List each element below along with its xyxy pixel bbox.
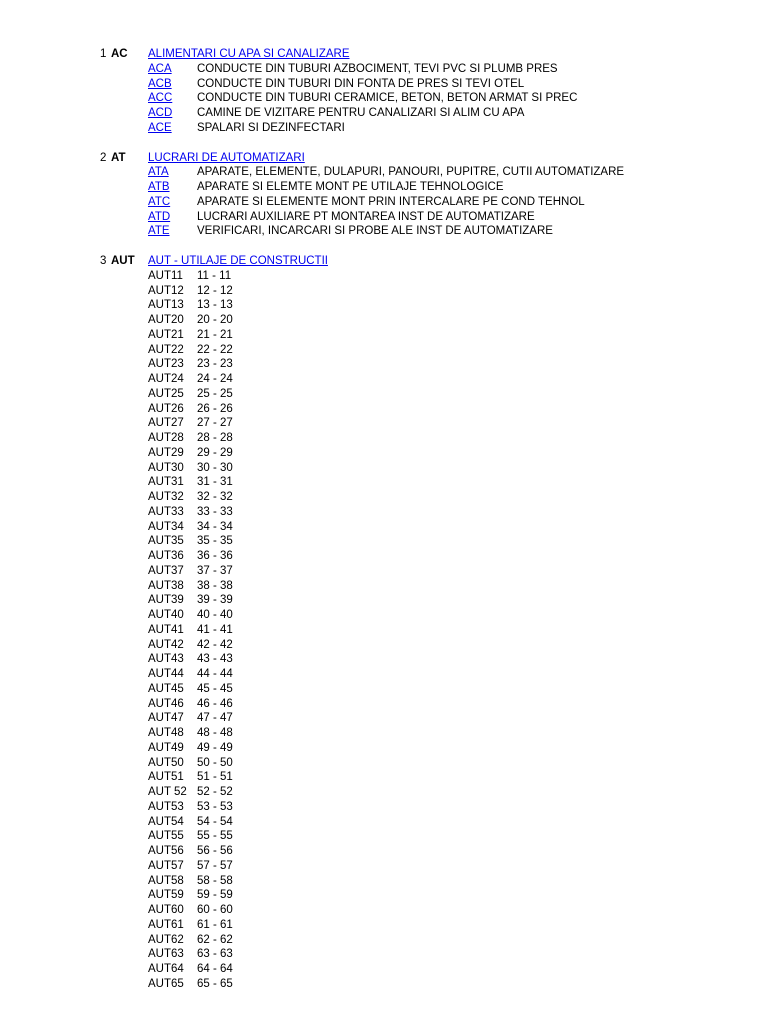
item-code: AUT40 xyxy=(148,609,184,621)
item-code: AUT25 xyxy=(148,387,184,400)
list-item xyxy=(0,859,768,874)
item-code-link[interactable]: ATB xyxy=(148,181,170,193)
item-description: 33 - 33 xyxy=(197,505,233,518)
item-description: 11 - 11 xyxy=(197,269,232,282)
item-code: AUT46 xyxy=(148,697,184,710)
item-code-link[interactable]: ACA xyxy=(148,62,172,75)
item-description: 53 - 53 xyxy=(197,800,233,813)
item-description: 26 - 26 xyxy=(197,402,233,415)
item-code: AUT12 xyxy=(148,284,184,297)
item-description: 62 - 62 xyxy=(197,933,233,946)
list-item xyxy=(0,313,768,328)
list-item xyxy=(0,741,768,756)
item-code: AUT30 xyxy=(148,461,184,474)
list-item xyxy=(0,623,768,638)
item-description: 58 - 58 xyxy=(197,874,233,887)
list-item xyxy=(0,62,768,77)
item-description: 38 - 38 xyxy=(197,579,233,592)
item-description: CONDUCTE DIN TUBURI AZBOCIMENT, TEVI PVC SI PLUMB PRES xyxy=(197,62,558,75)
item-description: APARATE SI ELEMENTE MONT PRIN INTERCALARE PE COND TEHNOL xyxy=(197,195,585,208)
item-description: CONDUCTE DIN TUBURI DIN FONTA DE PRES SI TEVI OTEL xyxy=(197,77,525,90)
item-description: 60 - 60 xyxy=(197,904,233,916)
item-code-link[interactable]: ACE xyxy=(148,121,172,134)
item-code: AUT11 xyxy=(148,269,183,282)
item-description: 37 - 37 xyxy=(197,564,233,577)
list-item xyxy=(0,608,768,623)
item-description: 22 - 22 xyxy=(197,343,233,356)
item-code: AUT35 xyxy=(148,535,184,548)
item-code-link[interactable]: ACD xyxy=(148,107,173,119)
list-item xyxy=(0,726,768,741)
item-code: AUT32 xyxy=(148,491,184,503)
item-description: 49 - 49 xyxy=(197,741,233,754)
section-aut xyxy=(0,254,768,992)
list-item xyxy=(0,284,768,299)
item-description: 47 - 47 xyxy=(197,712,233,725)
item-description: 51 - 51 xyxy=(197,771,233,784)
list-item xyxy=(0,667,768,682)
list-item xyxy=(0,844,768,859)
item-description: 43 - 43 xyxy=(197,653,233,666)
item-description: 63 - 63 xyxy=(197,948,233,961)
list-item xyxy=(0,269,768,284)
item-description: 52 - 52 xyxy=(197,786,233,798)
item-code: AUT37 xyxy=(148,564,184,577)
list-item xyxy=(0,593,768,608)
list-item xyxy=(0,402,768,417)
list-item xyxy=(0,770,768,785)
item-code: AUT29 xyxy=(148,446,184,459)
list-item xyxy=(0,962,768,977)
item-code: AUT51 xyxy=(148,771,184,784)
item-code: AUT45 xyxy=(148,682,184,695)
list-item xyxy=(0,106,768,121)
document-page xyxy=(0,47,768,1007)
list-item xyxy=(0,756,768,771)
item-code-link[interactable]: ATD xyxy=(148,210,171,223)
item-code: AUT41 xyxy=(148,623,184,636)
list-item xyxy=(0,697,768,712)
item-description: 20 - 20 xyxy=(197,314,233,326)
item-code: AUT22 xyxy=(148,343,184,356)
list-item xyxy=(0,977,768,992)
list-item xyxy=(0,343,768,358)
list-item xyxy=(0,416,768,431)
item-description: 40 - 40 xyxy=(197,609,233,621)
item-code-link[interactable]: ATC xyxy=(148,195,171,208)
item-code: AUT56 xyxy=(148,845,184,857)
item-description: 39 - 39 xyxy=(197,594,233,607)
item-description: 25 - 25 xyxy=(197,387,233,400)
item-code: AUT26 xyxy=(148,402,184,415)
list-item xyxy=(0,534,768,549)
item-code: AUT59 xyxy=(148,889,184,902)
item-description: 59 - 59 xyxy=(197,889,233,902)
section-header xyxy=(0,254,768,269)
item-description: 36 - 36 xyxy=(197,550,233,562)
item-description: 35 - 35 xyxy=(197,535,233,548)
item-description: 28 - 28 xyxy=(197,432,233,444)
item-description: 56 - 56 xyxy=(197,845,233,857)
item-code: AUT61 xyxy=(148,918,184,931)
item-code: AUT64 xyxy=(148,963,184,975)
item-code: AUT53 xyxy=(148,800,184,813)
item-code: AUT24 xyxy=(148,373,184,385)
list-item xyxy=(0,298,768,313)
item-code: AUT43 xyxy=(148,653,184,666)
aut-item-list xyxy=(0,269,768,992)
list-item xyxy=(0,829,768,844)
list-item xyxy=(0,874,768,889)
item-description: 55 - 55 xyxy=(197,830,233,843)
list-item xyxy=(0,210,768,225)
list-item xyxy=(0,121,768,136)
item-description: LUCRARI AUXILIARE PT MONTAREA INST DE AUTOMATIZARE xyxy=(197,210,535,223)
list-item xyxy=(0,918,768,933)
item-description: SPALARI SI DEZINFECTARI xyxy=(197,121,345,134)
list-item xyxy=(0,520,768,535)
item-code: AUT28 xyxy=(148,432,184,444)
section-ac xyxy=(0,47,768,136)
section-header xyxy=(0,151,768,166)
list-item xyxy=(0,933,768,948)
item-description: 41 - 41 xyxy=(197,623,233,636)
item-description: 42 - 42 xyxy=(197,638,233,651)
item-code: AUT39 xyxy=(148,594,184,607)
section-code: AC xyxy=(111,48,128,60)
list-item xyxy=(0,475,768,490)
item-description: CAMINE DE VIZITARE PENTRU CANALIZARI SI ALIM CU APA xyxy=(197,107,525,119)
item-description: 54 - 54 xyxy=(197,815,233,828)
item-description: 44 - 44 xyxy=(197,668,233,680)
list-item xyxy=(0,800,768,815)
item-code: AUT55 xyxy=(148,830,184,843)
item-code: AUT38 xyxy=(148,579,184,592)
list-item xyxy=(0,446,768,461)
item-description: 13 - 13 xyxy=(197,299,233,312)
item-code: AUT48 xyxy=(148,727,184,739)
list-item xyxy=(0,785,768,800)
list-item xyxy=(0,372,768,387)
item-description: 46 - 46 xyxy=(197,697,233,710)
item-code: AUT62 xyxy=(148,933,184,946)
item-code-link[interactable]: ACC xyxy=(148,92,173,105)
section-at xyxy=(0,151,768,240)
item-code: AUT63 xyxy=(148,948,184,961)
list-item xyxy=(0,682,768,697)
item-description: APARATE SI ELEMTE MONT PE UTILAJE TEHNOLOGICE xyxy=(197,181,504,193)
item-description: 45 - 45 xyxy=(197,682,233,695)
list-item xyxy=(0,505,768,520)
section-code: AUT xyxy=(111,255,135,267)
item-description: 48 - 48 xyxy=(197,727,233,739)
item-code: AUT13 xyxy=(148,299,184,312)
list-item xyxy=(0,357,768,372)
item-description: 23 - 23 xyxy=(197,358,233,371)
section-header xyxy=(0,47,768,62)
item-description: 64 - 64 xyxy=(197,963,233,975)
item-code: AUT47 xyxy=(148,712,184,725)
item-code: AUT60 xyxy=(148,904,184,916)
item-code: AUT27 xyxy=(148,417,184,430)
list-item xyxy=(0,328,768,343)
item-description: 50 - 50 xyxy=(197,756,233,769)
item-code: AUT23 xyxy=(148,358,184,371)
item-code: AUT31 xyxy=(148,476,184,489)
item-code: AUT42 xyxy=(148,638,184,651)
item-description: 65 - 65 xyxy=(197,977,233,990)
list-item xyxy=(0,549,768,564)
section-code: AT xyxy=(111,151,126,164)
list-item xyxy=(0,638,768,653)
list-item xyxy=(0,815,768,830)
list-item xyxy=(0,180,768,195)
list-item xyxy=(0,652,768,667)
list-item xyxy=(0,564,768,579)
item-description: 34 - 34 xyxy=(197,520,233,533)
item-description: 27 - 27 xyxy=(197,417,233,430)
item-code: AUT50 xyxy=(148,756,184,769)
list-item xyxy=(0,387,768,402)
item-code: AUT33 xyxy=(148,505,184,518)
list-item xyxy=(0,490,768,505)
item-description: 32 - 32 xyxy=(197,491,233,503)
item-code-link[interactable]: ACB xyxy=(148,77,172,90)
item-description: 12 - 12 xyxy=(197,284,233,297)
list-item xyxy=(0,579,768,594)
item-description: 61 - 61 xyxy=(197,918,233,931)
section-number: 3 xyxy=(100,255,107,267)
item-code: AUT57 xyxy=(148,859,184,872)
item-code: AUT65 xyxy=(148,977,184,990)
item-code: AUT21 xyxy=(148,328,184,341)
item-code: AUT58 xyxy=(148,874,184,887)
list-item xyxy=(0,431,768,446)
item-code: AUT 52 xyxy=(148,786,187,798)
section-title-link[interactable]: AUT - UTILAJE DE CONSTRUCTII xyxy=(148,255,328,267)
list-item xyxy=(0,165,768,180)
item-code: AUT49 xyxy=(148,741,184,754)
item-description: 21 - 21 xyxy=(197,328,233,341)
list-item xyxy=(0,947,768,962)
list-item xyxy=(0,888,768,903)
list-item xyxy=(0,711,768,726)
item-code: AUT36 xyxy=(148,550,184,562)
item-code: AUT34 xyxy=(148,520,184,533)
item-description: 30 - 30 xyxy=(197,461,233,474)
list-item xyxy=(0,903,768,918)
list-item xyxy=(0,195,768,210)
item-description: 31 - 31 xyxy=(197,476,233,489)
section-title-link[interactable]: ALIMENTARI CU APA SI CANALIZARE xyxy=(148,48,350,60)
list-item xyxy=(0,77,768,92)
item-code: AUT54 xyxy=(148,815,184,828)
list-item xyxy=(0,91,768,106)
section-number: 1 xyxy=(100,48,107,60)
item-description: APARATE, ELEMENTE, DULAPURI, PANOURI, PUPITRE, CUTII AUTOMATIZARE xyxy=(197,166,625,179)
section-number: 2 xyxy=(100,151,107,164)
item-description: 24 - 24 xyxy=(197,373,233,385)
item-code-link[interactable]: ATA xyxy=(148,166,169,179)
item-description: 29 - 29 xyxy=(197,446,233,459)
list-item xyxy=(0,224,768,239)
item-description: 57 - 57 xyxy=(197,859,233,872)
item-code: AUT20 xyxy=(148,314,184,326)
item-description: VERIFICARI, INCARCARI SI PROBE ALE INST DE AUTOMATIZARE xyxy=(197,225,553,238)
item-code: AUT44 xyxy=(148,668,184,680)
item-description: CONDUCTE DIN TUBURI CERAMICE, BETON, BETON ARMAT SI PREC xyxy=(197,92,578,105)
item-code-link[interactable]: ATE xyxy=(148,225,170,238)
list-item xyxy=(0,461,768,476)
section-title-link[interactable]: LUCRARI DE AUTOMATIZARI xyxy=(148,151,305,164)
